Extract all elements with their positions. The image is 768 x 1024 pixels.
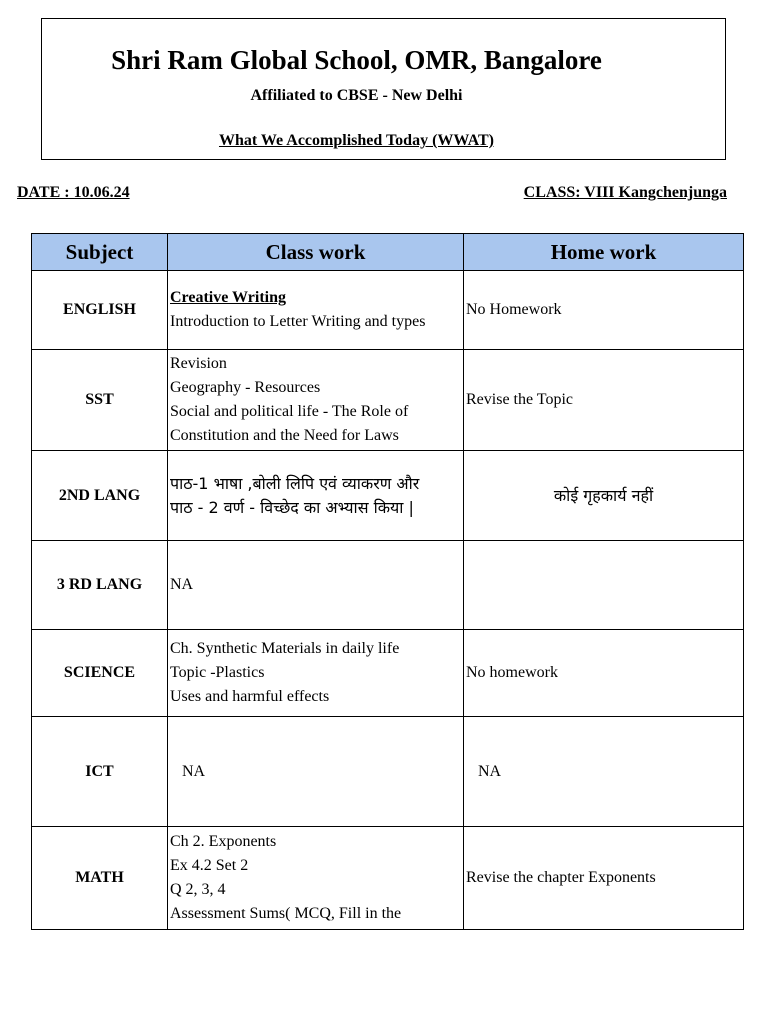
classwork-line: Uses and harmful effects: [170, 688, 330, 705]
subject-cell: MATH: [32, 827, 168, 930]
subject-cell: ENGLISH: [32, 271, 168, 350]
classwork-line: Topic -Plastics: [170, 664, 265, 681]
classwork-cell: NA: [168, 541, 464, 630]
date-label: DATE : 10.06.24: [17, 184, 130, 201]
table-row: [32, 541, 744, 630]
homework-cell: [464, 541, 744, 630]
subject-cell: 2ND LANG: [32, 451, 168, 541]
homework-cell: No Homework: [464, 271, 744, 350]
classwork-line: Constitution and the Need for Laws: [170, 427, 399, 444]
school-header: [41, 18, 726, 160]
table-row: [32, 350, 744, 451]
classwork-cell: [168, 827, 464, 930]
subject-cell: 3 RD LANG: [32, 541, 168, 630]
class-label: CLASS: VIII Kangchenjunga: [523, 184, 727, 201]
classwork-cell: [168, 350, 464, 451]
homework-cell: Revise the Topic: [464, 350, 744, 451]
homework-cell: Revise the chapter Exponents: [464, 827, 744, 930]
subject-cell: ICT: [32, 717, 168, 827]
classwork-heading: Creative Writing: [170, 289, 286, 306]
header-classwork: Class work: [168, 234, 464, 271]
classwork-line: Ch 2. Exponents: [170, 833, 277, 850]
classwork-line: Assessment Sums( MCQ, Fill in the: [170, 905, 402, 922]
classwork-line: Geography - Resources: [170, 379, 321, 396]
document-title: What We Accomplished Today (WWAT): [218, 132, 494, 149]
classwork-line: Introduction to Letter Writing and types: [170, 313, 426, 330]
classwork-cell: [168, 451, 464, 541]
table-row: [32, 717, 744, 827]
header-subject: Subject: [32, 234, 168, 271]
table-row: [32, 271, 744, 350]
table-row: [32, 451, 744, 541]
classwork-cell: [168, 630, 464, 717]
classwork-line: Social and political life - The Role of: [170, 403, 409, 420]
classwork-line: Q 2, 3, 4: [170, 881, 226, 898]
homework-cell: कोई गृहकार्य नहीं: [464, 451, 744, 541]
homework-cell: No homework: [464, 630, 744, 717]
classwork-line: पाठ - 2 वर्ण - विच्छेद का अभ्यास किया |: [170, 497, 414, 517]
classwork-line: Ex 4.2 Set 2: [170, 857, 249, 874]
subject-cell: SCIENCE: [32, 630, 168, 717]
table-row: [32, 630, 744, 717]
homework-table: [31, 233, 744, 930]
header-homework: Home work: [464, 234, 744, 271]
classwork-line: Revision: [170, 355, 227, 372]
classwork-cell: [168, 271, 464, 350]
classwork-line: Ch. Synthetic Materials in daily life: [170, 640, 400, 657]
school-name: Shri Ram Global School, OMR, Bangalore: [111, 45, 602, 75]
classwork-line: पाठ-1 भाषा ,बोली लिपि एवं व्याकरण और: [170, 473, 420, 493]
subject-cell: SST: [32, 350, 168, 451]
affiliation: Affiliated to CBSE - New Delhi: [250, 87, 463, 104]
homework-cell: NA: [464, 717, 744, 827]
table-row: [32, 827, 744, 930]
table-header-row: [32, 234, 744, 271]
classwork-cell: NA: [168, 717, 464, 827]
